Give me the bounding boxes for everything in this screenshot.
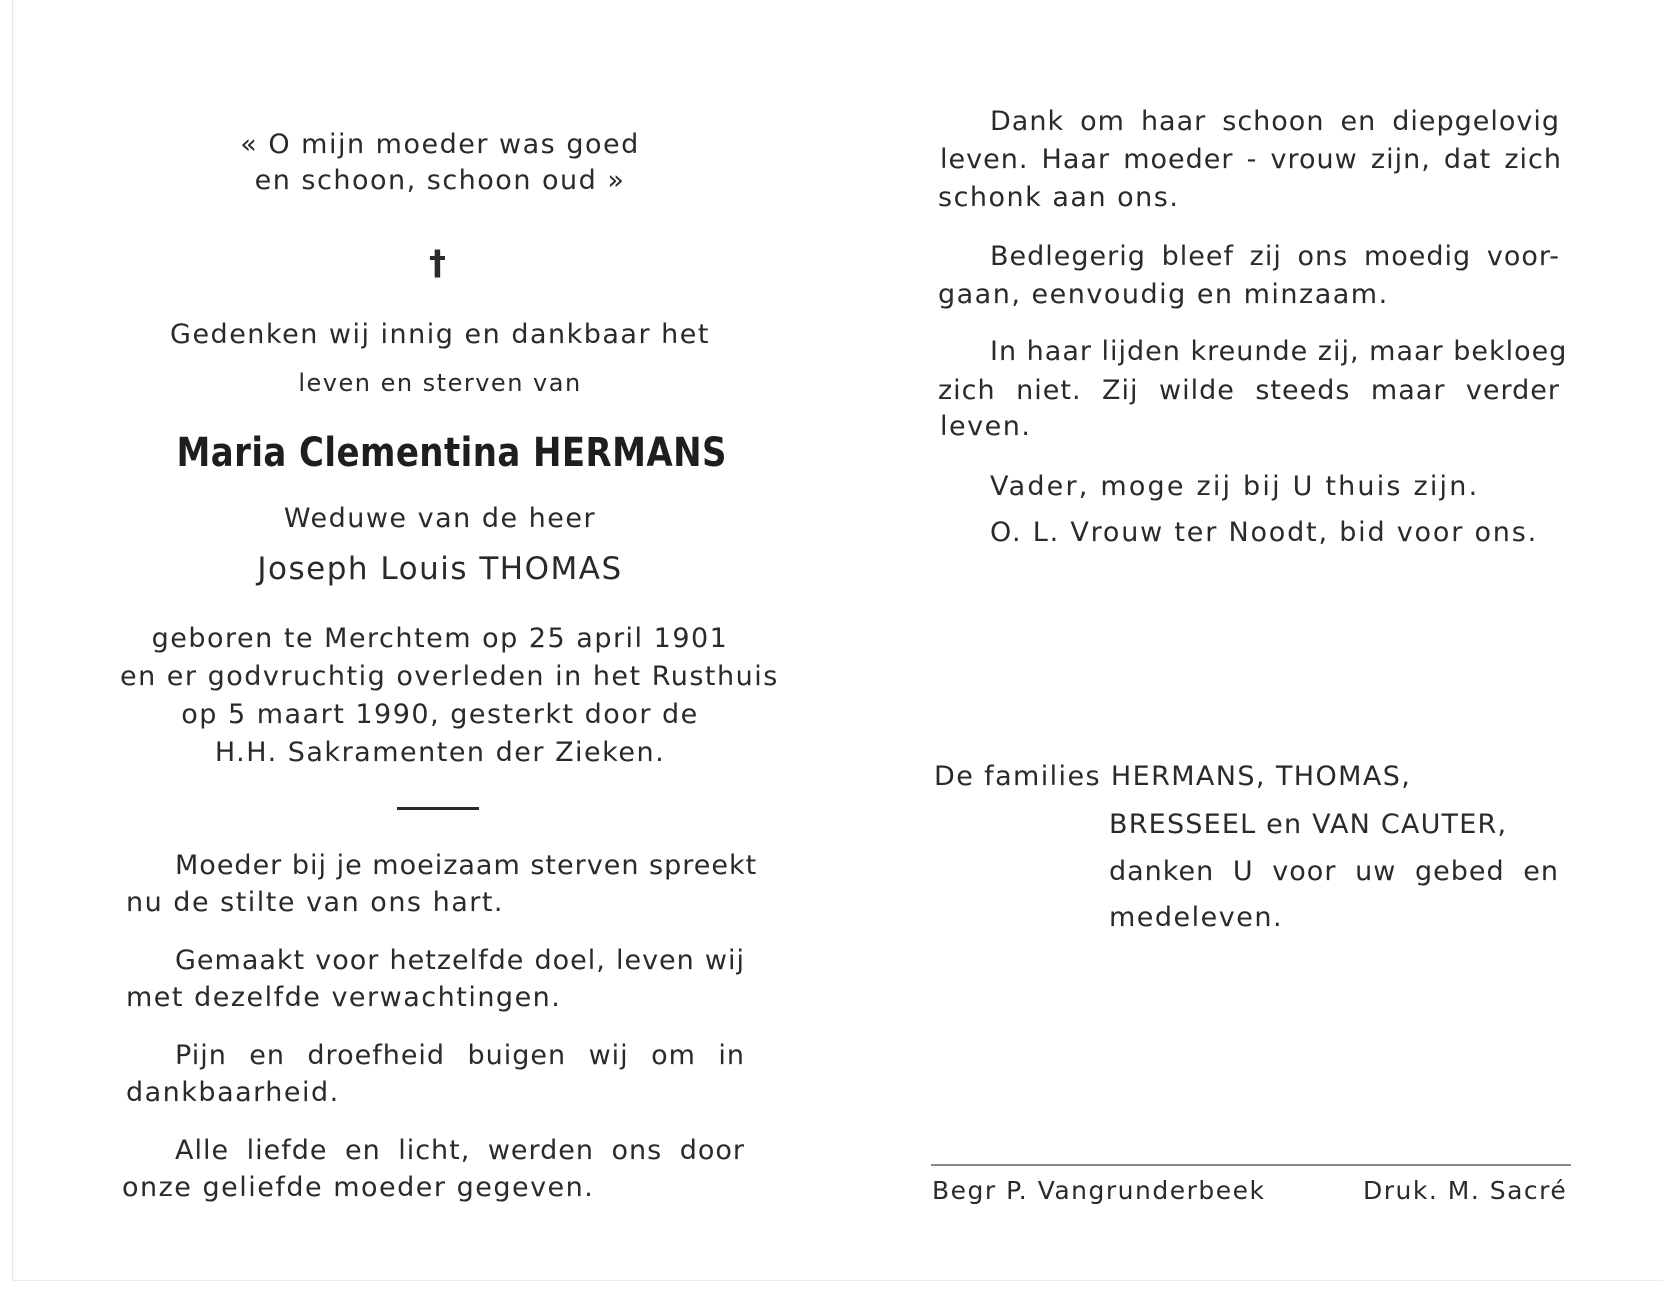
verse-3-line-2: dankbaarheid. xyxy=(126,1077,340,1108)
verse-2-line-1: Gemaakt voor hetzelfde doel, leven wij xyxy=(175,945,745,976)
p1-line-1: Dank om haar schoon en diepgelovig xyxy=(990,106,1560,137)
p3-line-3: leven. xyxy=(940,411,1032,442)
verse-4-line-2: onze geliefde moeder gegeven. xyxy=(122,1172,595,1203)
bio-line-4: H.H. Sakramenten der Zieken. xyxy=(214,737,666,768)
p3-line-1: In haar lijden kreunde zij, maar bekloeg xyxy=(990,336,1568,367)
cross-icon: † xyxy=(429,243,446,283)
verse-3-line-1: Pijn en droefheid buigen wij om in xyxy=(175,1040,745,1071)
p1-line-3: schonk aan ons. xyxy=(938,182,1180,213)
bio-line-2: en er godvruchtig overleden in het Rusthuis xyxy=(120,661,779,692)
widow-line: Weduwe van de heer xyxy=(283,503,597,534)
quote-line-1: « O mijn moeder was goed xyxy=(240,129,640,160)
p3-line-2: zich niet. Zij wilde steeds maar verder xyxy=(938,375,1560,406)
spouse-name: Joseph Louis THOMAS xyxy=(257,551,623,587)
families-line-1: De families HERMANS, THOMAS, xyxy=(934,761,1412,792)
families-line-4: medeleven. xyxy=(1109,902,1284,933)
p1-line-2: leven. Haar moeder - vrouw zijn, dat zich xyxy=(940,144,1562,175)
bio-line-1: geboren te Merchtem op 25 april 1901 xyxy=(151,623,729,654)
separator-dash xyxy=(397,807,479,810)
families-line-2: BRESSEEL en VAN CAUTER, xyxy=(1109,809,1508,840)
intro-line-1: Gedenken wij innig en dankbaar het xyxy=(170,319,710,350)
bio-line-3: op 5 maart 1990, gesterkt door de xyxy=(181,699,699,730)
verse-1-line-1: Moeder bij je moeizaam sterven spreekt xyxy=(175,850,758,881)
footer-rule xyxy=(931,1164,1571,1166)
prayer-line-2: O. L. Vrouw ter Noodt, bid voor ons. xyxy=(990,517,1538,548)
verse-2-line-2: met dezelfde verwachtingen. xyxy=(126,982,562,1013)
families-line-3: danken U voor uw gebed en xyxy=(1109,856,1559,887)
prayer-line-1: Vader, moge zij bij U thuis zijn. xyxy=(990,471,1480,502)
quote-line-2: en schoon, schoon oud » xyxy=(254,165,626,196)
p2-line-1: Bedlegerig bleef zij ons moedig voor- xyxy=(990,241,1560,272)
intro-line-2: leven en sterven van xyxy=(298,369,582,397)
verse-4-line-1: Alle liefde en licht, werden ons door xyxy=(175,1135,745,1166)
deceased-name: Maria Clementina HERMANS xyxy=(176,430,727,476)
p2-line-2: gaan, eenvoudig en minzaam. xyxy=(938,279,1389,310)
footer-undertaker: Begr P. Vangrunderbeek xyxy=(932,1176,1266,1205)
footer-printer: Druk. M. Sacré xyxy=(1363,1176,1568,1205)
verse-1-line-2: nu de stilte van ons hart. xyxy=(126,887,505,918)
